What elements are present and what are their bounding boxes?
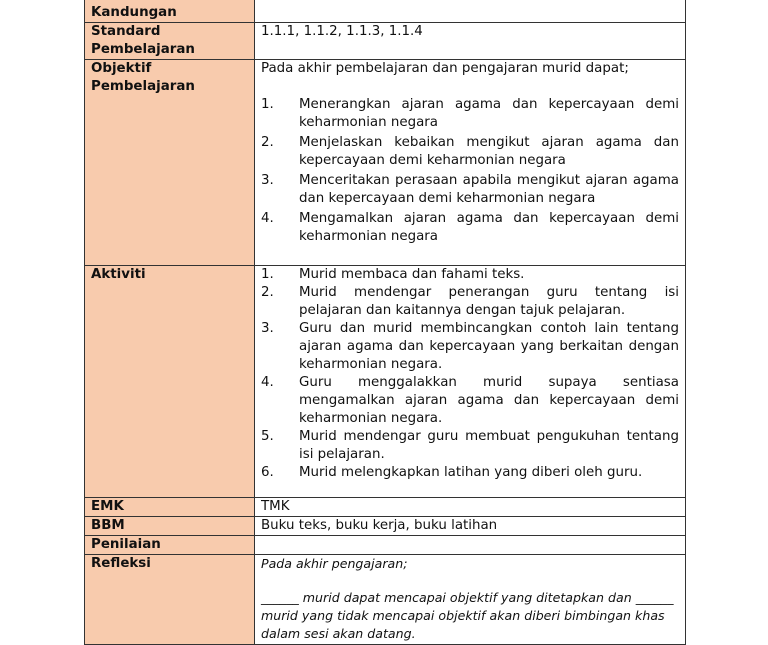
list-item <box>261 320 679 374</box>
item-number: 2. <box>261 135 274 150</box>
row-standard <box>85 23 686 60</box>
label-emk: EMK <box>85 498 255 517</box>
objektif-list <box>261 96 679 246</box>
item-number: 4. <box>261 375 274 390</box>
item-text: Murid mendengar penerangan guru tentang isi pelajaran dan kaitannya dengan tajuk pelajaran. <box>299 285 679 318</box>
refleksi-line-2: ______ murid dapat mencapai objektif yang ditetapkan dan ______ murid yang tidak mencapai objektif akan diberi bimbingan khas dalam sesi akan datang. <box>261 590 674 641</box>
value-refleksi <box>255 555 686 645</box>
value-kandungan <box>255 0 686 23</box>
item-number: 4. <box>261 211 274 226</box>
value-emk: TMK <box>255 498 686 517</box>
row-bbm <box>85 517 686 536</box>
item-number: 2. <box>261 285 274 300</box>
list-item <box>261 428 679 464</box>
item-number: 1. <box>261 267 274 282</box>
list-item <box>261 96 679 132</box>
objektif-intro: Pada akhir pembelajaran dan pengajaran murid dapat; <box>261 61 629 76</box>
label-bbm: BBM <box>85 517 255 536</box>
item-number: 3. <box>261 173 274 188</box>
label-penilaian: Penilaian <box>85 536 255 555</box>
list-item <box>261 374 679 428</box>
label-aktiviti: Aktiviti <box>85 266 255 498</box>
row-refleksi <box>85 555 686 645</box>
item-number: 3. <box>261 321 274 336</box>
item-text: Murid mendengar guru membuat pengukuhan tentang isi pelajaran. <box>299 429 679 462</box>
item-text: Mengamalkan ajaran agama dan kepercayaan demi keharmonian negara <box>299 211 679 244</box>
list-item <box>261 172 679 208</box>
item-text: Menceritakan perasaan apabila mengikut ajaran agama dan kepercayaan demi keharmonian negara <box>299 173 679 206</box>
value-objektif-pembelajaran <box>255 60 686 266</box>
row-objektif <box>85 60 686 266</box>
row-penilaian <box>85 536 686 555</box>
item-number: 1. <box>261 97 274 112</box>
item-text: Murid membaca dan fahami teks. <box>299 267 525 282</box>
item-text: Guru menggalakkan murid supaya sentiasa mengamalkan ajaran agama dan kepercayaan demi keharmonian negara. <box>299 375 679 426</box>
value-standard-pembelajaran: 1.1.1, 1.1.2, 1.1.3, 1.1.4 <box>255 23 686 60</box>
list-item <box>261 266 679 284</box>
list-item <box>261 284 679 320</box>
row-emk <box>85 498 686 517</box>
aktiviti-list <box>261 266 679 482</box>
row-kandungan <box>85 0 686 23</box>
list-item <box>261 134 679 170</box>
value-bbm: Buku teks, buku kerja, buku latihan <box>255 517 686 536</box>
value-penilaian <box>255 536 686 555</box>
lesson-plan-table <box>84 0 686 645</box>
label-objektif-pembelajaran: Objektif Pembelajaran <box>85 60 255 266</box>
item-text: Menjelaskan kebaikan mengikut ajaran agama dan kepercayaan demi keharmonian negara <box>299 135 679 168</box>
item-number: 6. <box>261 465 274 480</box>
label-kandungan: Kandungan <box>85 0 255 23</box>
value-aktiviti <box>255 266 686 498</box>
label-standard-pembelajaran: Standard Pembelajaran <box>85 23 255 60</box>
item-text: Menerangkan ajaran agama dan kepercayaan demi keharmonian negara <box>299 97 679 130</box>
refleksi-line-1: Pada akhir pengajaran; <box>261 556 408 571</box>
list-item <box>261 464 679 482</box>
item-text: Murid melengkapkan latihan yang diberi oleh guru. <box>299 465 643 480</box>
row-aktiviti <box>85 266 686 498</box>
item-text: Guru dan murid membincangkan contoh lain tentang ajaran agama dan kepercayaan yang berkaitan dengan keharmonian negara. <box>299 321 679 372</box>
list-item <box>261 210 679 246</box>
item-number: 5. <box>261 429 274 444</box>
label-refleksi: Refleksi <box>85 555 255 645</box>
